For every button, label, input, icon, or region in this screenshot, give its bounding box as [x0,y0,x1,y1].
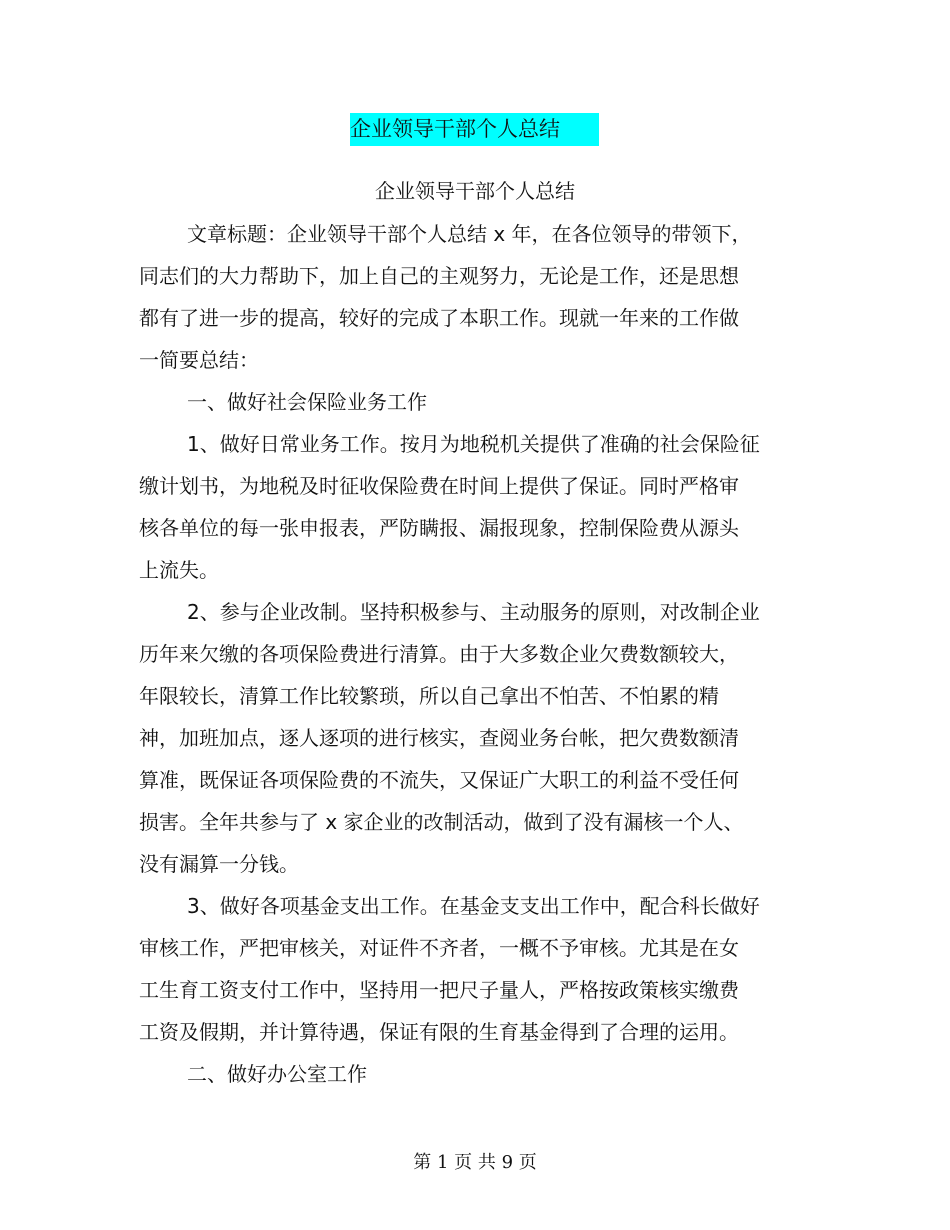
body-line-9: 上流失。 [139,558,219,582]
body-line-15: 损害。全年共参与了 x 家企业的改制活动，做到了没有漏核一个人、 [139,810,744,834]
body-line-19: 工生育工资支付工作中，坚持用一把尺子量人，严格按政策核实缴费 [139,978,739,1002]
body-line-4: 一简要总结： [139,348,259,372]
body-line-13: 神，加班加点，逐人逐项的进行核实，查阅业务台帐，把欠费数额清 [139,726,739,750]
body-line-3: 都有了进一步的提高，较好的完成了本职工作。现就一年来的工作做 [139,306,739,330]
body-line-7: 缴计划书，为地税及时征收保险费在时间上提供了保证。同时严格审 [139,474,739,498]
highlighted-header-title: 企业领导干部个人总结 [350,113,599,146]
body-line-18: 审核工作，严把审核关，对证件不齐者，一概不予审核。尤其是在女 [139,936,739,960]
body-line-14: 算准，既保证各项保险费的不流失，又保证广大职工的利益不受任何 [139,768,739,792]
section-heading-2: 二、做好办公室工作 [187,1062,367,1086]
document-title: 企业领导干部个人总结 [375,179,575,203]
body-line-1: 文章标题：企业领导干部个人总结 x 年，在各位领导的带领下， [187,222,752,246]
body-line-11: 历年来欠缴的各项保险费进行清算。由于大多数企业欠费数额较大， [139,642,739,666]
body-line-10: 2、参与企业改制。坚持积极参与、主动服务的原则，对改制企业 [187,600,760,624]
body-line-12: 年限较长，清算工作比较繁琐，所以自己拿出不怕苦、不怕累的精 [139,684,719,708]
body-line-8: 核各单位的每一张申报表，严防瞒报、漏报现象，控制保险费从源头 [139,516,739,540]
body-line-16: 没有漏算一分钱。 [139,852,299,876]
body-line-17: 3、做好各项基金支出工作。在基金支支出工作中，配合科长做好 [187,894,760,918]
section-heading-1: 一、做好社会保险业务工作 [187,390,427,414]
body-line-20: 工资及假期，并计算待遇，保证有限的生育基金得到了合理的运用。 [139,1020,739,1044]
body-line-6: 1、做好日常业务工作。按月为地税机关提供了准确的社会保险征 [187,432,760,456]
body-line-2: 同志们的大力帮助下，加上自己的主观努力，无论是工作，还是思想 [139,264,739,288]
page-number-footer: 第 1 页 共 9 页 [413,1152,537,1173]
